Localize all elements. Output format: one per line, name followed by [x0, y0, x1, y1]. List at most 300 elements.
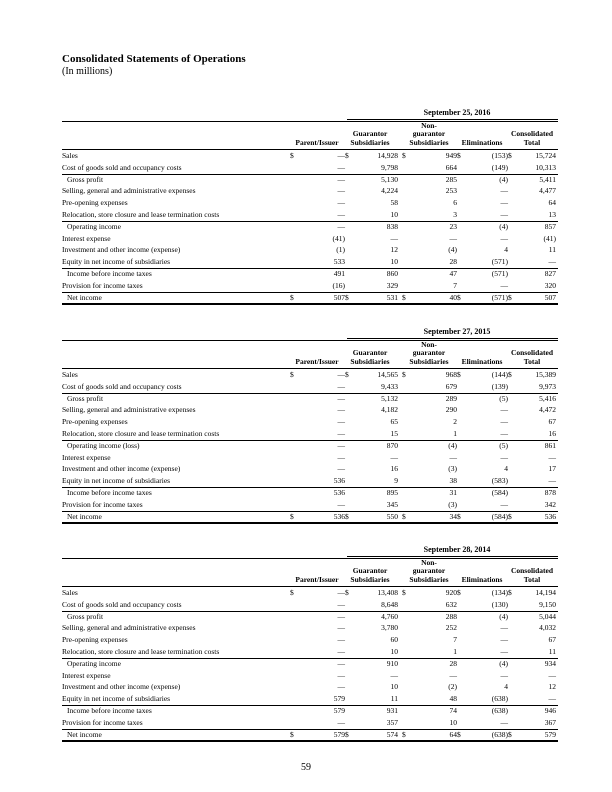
row-value: — [449, 670, 457, 680]
statement-section [62, 327, 558, 528]
table-row [62, 599, 558, 611]
col-header-nonguarantor [399, 341, 459, 367]
row-value: (4) [499, 174, 508, 184]
table-row [62, 244, 558, 256]
statement-section [62, 545, 558, 746]
row-label: Income before income taxes [67, 269, 152, 278]
period-underline [347, 338, 558, 339]
col-header-line: Total [523, 137, 541, 147]
row-value: 252 [445, 623, 457, 633]
col-header-line: Subsidiaries [409, 574, 449, 584]
row-value: (4) [499, 221, 508, 231]
page-number: 59 [301, 762, 311, 773]
row-value: 11 [548, 647, 556, 656]
row-value: — [337, 658, 345, 668]
table-row [62, 499, 558, 511]
row-value: 895 [386, 488, 398, 497]
row-value: 65 [390, 417, 398, 427]
table-row [62, 693, 558, 705]
dollar-sign: $ [508, 370, 512, 379]
row-value: 531 [386, 292, 398, 302]
col-header-guarantor [340, 349, 400, 366]
table-row [62, 729, 558, 741]
col-header-line: Consolidated [510, 348, 554, 357]
row-value: 4,032 [539, 623, 556, 633]
table-row [62, 174, 558, 186]
row-label: Cost of goods sold and occupancy costs [62, 162, 182, 172]
row-value: 14,565 [377, 370, 398, 379]
table-row [62, 256, 558, 268]
table-row [62, 292, 558, 304]
dollar-sign: $ [402, 151, 406, 160]
row-value: (41) [543, 233, 556, 243]
row-value: 64 [548, 198, 556, 208]
row-value: 2 [453, 417, 457, 427]
row-value: (5) [499, 440, 508, 450]
row-label: Operating income (loss) [67, 440, 140, 450]
row-value: 5,130 [381, 174, 398, 184]
row-value: 329 [386, 280, 398, 290]
row-value: 48 [449, 694, 457, 704]
col-header-line: Subsidiaries [350, 356, 390, 366]
row-value: 920 [445, 588, 457, 597]
col-header-line: Eliminations [461, 356, 503, 366]
table-row [62, 611, 558, 623]
row-value: — [500, 417, 508, 427]
row-value: — [337, 588, 345, 597]
row-value: 910 [386, 658, 398, 668]
row-value: (583) [491, 476, 508, 486]
table-row [62, 233, 558, 245]
col-header-line: Total [523, 574, 541, 584]
row-label: Net income [67, 729, 102, 739]
col-header-line: Total [523, 356, 541, 366]
dollar-sign: $ [508, 151, 512, 160]
page-title: Consolidated Statements of Operations [62, 53, 246, 65]
col-header-consolidated [502, 130, 562, 147]
row-value: — [500, 405, 508, 415]
table-row [62, 452, 558, 464]
table-row [62, 416, 558, 428]
row-value: 536 [333, 511, 345, 521]
row-value: 857 [544, 221, 556, 231]
dollar-sign: $ [290, 370, 294, 379]
total-double-rule [62, 522, 558, 524]
row-value: 357 [386, 717, 398, 727]
row-label: Pre-opening expenses [62, 635, 128, 645]
row-value: 60 [390, 635, 398, 645]
row-value: 536 [333, 488, 345, 497]
row-value: 28 [449, 257, 457, 267]
row-label: Net income [67, 292, 102, 302]
row-value: 67 [548, 635, 556, 645]
dollar-sign: $ [457, 370, 461, 379]
row-value: (2) [448, 682, 457, 692]
table-row [62, 587, 558, 599]
col-header-line: Non- [421, 557, 437, 567]
row-value: 15,724 [535, 151, 556, 160]
row-value: 28 [449, 658, 457, 668]
dollar-sign: $ [457, 729, 461, 739]
header-rule [62, 121, 558, 122]
row-value: 12 [390, 245, 398, 255]
row-value: — [337, 429, 345, 438]
row-value: (3) [448, 464, 457, 474]
row-value: 15,389 [535, 370, 556, 379]
row-value: 47 [449, 269, 457, 278]
table-row [62, 658, 558, 670]
row-value: (4) [448, 440, 457, 450]
table-row [62, 463, 558, 475]
row-label: Sales [62, 370, 78, 379]
col-header-line: Consolidated [510, 129, 554, 138]
row-value: 4 [504, 464, 508, 474]
row-value: 342 [544, 499, 556, 509]
dollar-sign: $ [457, 588, 461, 597]
row-value: — [548, 452, 556, 462]
row-value: 12 [548, 682, 556, 692]
row-value: (4) [499, 658, 508, 668]
row-value: 827 [544, 269, 556, 278]
row-label: Net income [67, 511, 102, 521]
row-value: 5,044 [539, 611, 556, 621]
row-label: Pre-opening expenses [62, 198, 128, 208]
dollar-sign: $ [345, 370, 349, 379]
dollar-sign: $ [345, 729, 349, 739]
row-value: — [500, 499, 508, 509]
row-value: 13,408 [377, 588, 398, 597]
row-value: (16) [332, 280, 345, 290]
row-value: 14,194 [535, 588, 556, 597]
row-value: 10 [449, 717, 457, 727]
row-value: 13 [548, 210, 556, 219]
col-header-consolidated [502, 349, 562, 366]
row-value: 253 [445, 186, 457, 196]
dollar-sign: $ [345, 292, 349, 302]
row-value: (4) [499, 611, 508, 621]
table-row [62, 393, 558, 405]
row-value: 491 [333, 269, 345, 278]
row-value: 288 [445, 611, 457, 621]
total-top-rule [62, 729, 558, 730]
row-value: 1 [453, 647, 457, 656]
row-value: 861 [544, 440, 556, 450]
row-value: (571) [491, 257, 508, 267]
row-label: Gross profit [67, 393, 104, 403]
table-row [62, 280, 558, 292]
row-value: 870 [386, 440, 398, 450]
row-value: 10,313 [535, 162, 556, 172]
row-value: (5) [499, 393, 508, 403]
header-rule [62, 558, 558, 559]
row-label: Provision for income taxes [62, 717, 143, 727]
dollar-sign: $ [290, 292, 294, 302]
row-value: (638) [491, 706, 508, 715]
row-value: (638) [491, 729, 508, 739]
row-value: — [390, 452, 398, 462]
dollar-sign: $ [290, 588, 294, 597]
row-value: — [337, 440, 345, 450]
table-row [62, 209, 558, 221]
col-header-guarantor [340, 567, 400, 584]
row-label: Investment and other income (expense) [62, 245, 181, 255]
row-value: 679 [445, 381, 457, 391]
table-row [62, 646, 558, 658]
row-value: 934 [544, 658, 556, 668]
col-header-guarantor [340, 130, 400, 147]
table-row [62, 475, 558, 487]
table-row [62, 369, 558, 381]
row-value: 1 [453, 429, 457, 438]
dollar-sign: $ [345, 588, 349, 597]
row-value: (4) [448, 245, 457, 255]
row-value: 5,416 [539, 393, 556, 403]
row-label: Selling, general and administrative expenses [62, 186, 196, 196]
row-label: Investment and other income (expense) [62, 464, 181, 474]
row-label: Equity in net income of subsidiaries [62, 257, 171, 267]
table-row [62, 681, 558, 693]
row-value: 579 [333, 706, 345, 715]
row-value: 536 [544, 511, 556, 521]
total-double-rule [62, 303, 558, 305]
row-value: — [337, 174, 345, 184]
row-label: Provision for income taxes [62, 280, 143, 290]
col-header-line: Parent/Issuer [295, 574, 339, 584]
row-value: 23 [449, 221, 457, 231]
row-value: 285 [445, 174, 457, 184]
row-value: 16 [548, 429, 556, 438]
table-row [62, 511, 558, 523]
period-underline [347, 119, 558, 120]
row-label: Selling, general and administrative expenses [62, 623, 196, 633]
row-value: 4,472 [539, 405, 556, 415]
row-value: 9,150 [539, 599, 556, 609]
dollar-sign: $ [508, 729, 512, 739]
row-value: 946 [544, 706, 556, 715]
row-value: 9,973 [539, 381, 556, 391]
row-value: — [337, 464, 345, 474]
row-value: (41) [332, 233, 345, 243]
row-label: Equity in net income of subsidiaries [62, 476, 171, 486]
row-value: — [500, 429, 508, 438]
row-value: — [337, 417, 345, 427]
period-underline [347, 556, 558, 557]
row-value: — [500, 635, 508, 645]
dollar-sign: $ [290, 151, 294, 160]
row-value: (149) [491, 162, 508, 172]
row-value: — [500, 210, 508, 219]
row-value: 16 [390, 464, 398, 474]
row-value: — [337, 635, 345, 645]
col-header-line: Subsidiaries [350, 574, 390, 584]
col-header-line: Consolidated [510, 566, 554, 575]
row-value: 507 [333, 292, 345, 302]
row-value: — [390, 670, 398, 680]
table-row [62, 197, 558, 209]
row-value: 31 [449, 488, 457, 497]
col-header-line: Guarantor [352, 129, 388, 138]
row-value: 860 [386, 269, 398, 278]
row-value: — [337, 162, 345, 172]
row-value: — [548, 670, 556, 680]
row-value: 40 [449, 292, 457, 302]
row-value: — [500, 623, 508, 633]
row-value: (134) [491, 588, 508, 597]
row-value: — [337, 623, 345, 633]
row-value: 579 [333, 694, 345, 704]
dollar-sign: $ [402, 292, 406, 302]
row-value: — [500, 452, 508, 462]
row-value: 34 [449, 511, 457, 521]
row-value: — [449, 452, 457, 462]
total-top-rule [62, 511, 558, 512]
row-value: 8,648 [381, 599, 398, 609]
row-value: 289 [445, 393, 457, 403]
col-header-parent [287, 358, 347, 367]
row-value: — [449, 233, 457, 243]
col-header-parent [287, 576, 347, 585]
row-value: — [337, 670, 345, 680]
row-value: 7 [453, 280, 457, 290]
row-label: Relocation, store closure and lease termination costs [62, 210, 220, 219]
col-header-line: Guarantor [352, 566, 388, 575]
table-row [62, 634, 558, 646]
row-value: 3 [453, 210, 457, 219]
row-value: 58 [390, 198, 398, 208]
row-value: (130) [491, 599, 508, 609]
total-top-rule [62, 292, 558, 293]
period-label: September 28, 2014 [423, 545, 491, 554]
col-header-consolidated [502, 567, 562, 584]
row-value: — [337, 499, 345, 509]
table-row [62, 268, 558, 280]
col-header-line: guarantor [412, 129, 446, 138]
row-label: Investment and other income (expense) [62, 682, 181, 692]
row-value: 931 [386, 706, 398, 715]
col-header-line: Subsidiaries [409, 137, 449, 147]
table-row [62, 717, 558, 729]
row-label: Selling, general and administrative expenses [62, 405, 196, 415]
row-value: 10 [390, 257, 398, 267]
col-header-line: Guarantor [352, 348, 388, 357]
row-value: 17 [548, 464, 556, 474]
statement-section [62, 108, 558, 309]
row-value: — [337, 381, 345, 391]
col-header-nonguarantor [399, 122, 459, 148]
table-row [62, 440, 558, 452]
row-value: 345 [386, 499, 398, 509]
row-value: — [337, 198, 345, 208]
dollar-sign: $ [345, 511, 349, 521]
col-header-line: guarantor [412, 348, 446, 357]
row-value: 38 [449, 476, 457, 486]
table-row [62, 622, 558, 634]
table-row [62, 404, 558, 416]
dollar-sign: $ [402, 588, 406, 597]
row-value: — [337, 452, 345, 462]
row-value: — [500, 186, 508, 196]
table-row [62, 705, 558, 717]
dollar-sign: $ [290, 729, 294, 739]
row-value: 968 [445, 370, 457, 379]
dollar-sign: $ [457, 292, 461, 302]
row-value: 11 [548, 245, 556, 255]
row-value: — [500, 647, 508, 656]
row-value: 10 [390, 682, 398, 692]
dollar-sign: $ [508, 511, 512, 521]
row-value: 4 [504, 682, 508, 692]
row-label: Equity in net income of subsidiaries [62, 694, 171, 704]
row-value: 5,411 [539, 174, 556, 184]
row-value: (3) [448, 499, 457, 509]
row-value: 4,760 [381, 611, 398, 621]
row-label: Sales [62, 588, 78, 597]
row-label: Operating income [67, 658, 121, 668]
row-value: — [500, 717, 508, 727]
row-value: 3,780 [381, 623, 398, 633]
col-header-line: Non- [421, 339, 437, 349]
row-value: — [337, 599, 345, 609]
row-value: 949 [445, 151, 457, 160]
row-value: (139) [491, 381, 508, 391]
row-value: (144) [491, 370, 508, 379]
table-row [62, 670, 558, 682]
row-value: — [548, 694, 556, 704]
row-value: 632 [445, 599, 457, 609]
dollar-sign: $ [402, 370, 406, 379]
row-value: — [337, 682, 345, 692]
table-row [62, 150, 558, 162]
row-label: Relocation, store closure and lease termination costs [62, 647, 220, 656]
row-label: Income before income taxes [67, 706, 152, 715]
row-label: Sales [62, 151, 78, 160]
col-header-line: guarantor [412, 566, 446, 575]
row-value: — [500, 198, 508, 208]
row-value: — [337, 647, 345, 656]
row-label: Cost of goods sold and occupancy costs [62, 381, 182, 391]
row-value: — [337, 151, 345, 160]
row-value: (571) [491, 269, 508, 278]
row-value: 4,477 [539, 186, 556, 196]
col-header-line: Non- [421, 120, 437, 130]
row-value: — [337, 405, 345, 415]
row-value: 367 [544, 717, 556, 727]
row-value: — [500, 233, 508, 243]
col-header-line: Eliminations [461, 137, 503, 147]
table-row [62, 428, 558, 440]
row-value: 4,182 [381, 405, 398, 415]
col-header-line: Parent/Issuer [295, 137, 339, 147]
col-header-line: Parent/Issuer [295, 356, 339, 366]
row-value: — [337, 717, 345, 727]
row-value: 5,132 [381, 393, 398, 403]
dollar-sign: $ [508, 292, 512, 302]
dollar-sign: $ [290, 511, 294, 521]
col-header-line: Eliminations [461, 574, 503, 584]
row-value: 11 [390, 694, 398, 704]
row-value: 4 [504, 245, 508, 255]
table-row [62, 162, 558, 174]
row-value: — [337, 393, 345, 403]
row-value: (584) [491, 511, 508, 521]
row-value: 574 [386, 729, 398, 739]
row-value: 507 [544, 292, 556, 302]
row-value: 14,928 [377, 151, 398, 160]
table-row [62, 487, 558, 499]
dollar-sign: $ [508, 588, 512, 597]
row-value: — [337, 221, 345, 231]
period-label: September 27, 2015 [423, 327, 491, 336]
